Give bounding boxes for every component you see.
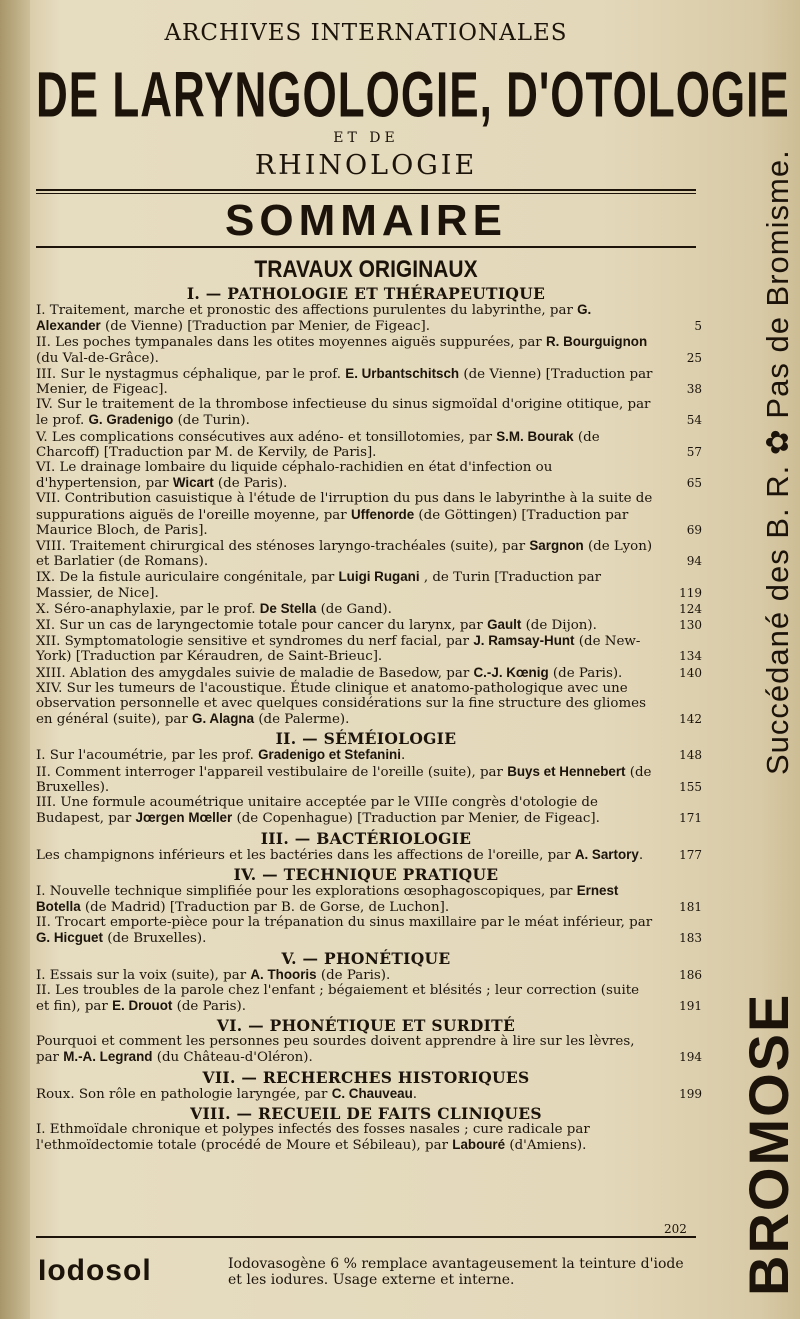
entry-affiliation: (de Vienne) [Traduction par Menier, de Figeac]. (36, 366, 653, 398)
entry-page-number: 25 (686, 350, 702, 365)
sommaire-rule (36, 246, 696, 248)
entry-title: V. Les complications consécutives aux adéno- et tonsillotomies, par (36, 429, 497, 445)
toc-entry (36, 966, 702, 983)
entry-page-number: 194 (679, 1050, 702, 1065)
entry-title: II. Les poches tympanales dans les otites moyennes aiguës suppurées, par (36, 335, 546, 351)
entry-page-number: 191 (679, 998, 702, 1013)
entry-title: IV. Sur le traitement de la thrombose infectieuse du sinus sigmoïdal d'origine otitique, par le prof. (36, 397, 651, 429)
toc-entry (36, 569, 702, 601)
entry-affiliation: (de New-York) [Traduction par Kéraudren, de Saint-Brieuc]. (36, 634, 641, 665)
entry-title: XI. Sur un cas de laryngectomie totale pour cancer du larynx, par (36, 618, 488, 634)
entry-author: Uffenorde (350, 506, 415, 522)
entry-author: Gradenigo et Stefanini (258, 747, 401, 763)
entry-title: III. Une formule acoumétrique unitaire acceptée par le VIIIe congrès d'otologie de Budapest, par (36, 795, 598, 827)
entry-page-number: 130 (679, 618, 702, 633)
entry-title: Pourquoi et comment les personnes peu sourdes doivent apprendre à lire sur les lèvres, par (36, 1034, 635, 1066)
entry-author: Jœrgen Mœller (135, 810, 233, 826)
entry-author: S.M. Bourak (496, 428, 574, 444)
toc-entry (36, 680, 702, 728)
toc-entry (36, 982, 702, 1014)
toc-entry (36, 1122, 696, 1153)
entry-title: XII. Symptomatologie sensitive et syndromes du nerf facial, par (36, 634, 474, 650)
header-et-de: ET DE (333, 130, 399, 146)
entry-affiliation: (de Dijon). (521, 618, 597, 634)
entry-title: I. Nouvelle technique simplifiée pour les explorations œsophagoscopiques, par (36, 883, 577, 899)
entry-title: VIII. Traitement chirurgical des sténoses laryngo-trachéales (suite), par (36, 539, 530, 555)
section-title: VI. — PHONÉTIQUE ET SURDITÉ (216, 1016, 516, 1036)
entry-title: Roux. Son rôle en pathologie laryngée, par (36, 1086, 332, 1102)
entry-author: Buys et Hennebert (507, 763, 626, 779)
entry-page-number: 148 (679, 748, 702, 763)
entry-title: II. Comment interroger l'appareil vestibulaire de l'oreille (suite), par (36, 764, 508, 780)
toc-entry (36, 633, 702, 665)
entry-page-number: 181 (679, 899, 702, 914)
entry-affiliation: (de Palerme). (254, 712, 350, 728)
entry-title: II. Les troubles de la parole chez l'enfant ; bégaiement et blésités ; leur correction (suite et fin), par (36, 982, 640, 1014)
entry-title: III. Sur le nystagmus céphalique, par le prof. (36, 366, 346, 382)
entry-page-number: 134 (679, 649, 702, 664)
table-of-contents (36, 284, 702, 1153)
entry-affiliation: , de Turin [Traduction par Massier, de Nice]. (36, 570, 602, 601)
header-title: DE LARYNGOLOGIE, D'OTOLOGIE (36, 60, 790, 132)
header-line-archives: ARCHIVES INTERNATIONALES (164, 20, 568, 46)
entry-author: R. Bourguignon (545, 334, 648, 350)
section-title: IV. — TECHNIQUE PRATIQUE (233, 864, 499, 884)
section-title: V. — PHONÉTIQUE (281, 948, 451, 968)
entry-affiliation: (de Turin). (173, 413, 250, 429)
entry-author: G. Alexander (36, 302, 592, 334)
toc-entry (36, 302, 702, 335)
entry-author: Luigi Rugani (338, 569, 420, 585)
header-rhinologie: RHINOLOGIE (254, 150, 478, 181)
entry-title: VI. Le drainage lombaire du liquide céphalo-rachidien en état d'infection ou d'hypertension, par (36, 460, 553, 492)
entry-author: C.-J. Kœnig (473, 664, 549, 680)
entry-page-number: 140 (679, 665, 702, 680)
page-binding-edge (0, 0, 30, 1319)
entry-author: Wicart (172, 475, 214, 491)
entry-title: IX. De la fistule auriculaire congénitale, par (36, 570, 339, 586)
ad-text: Iodovasogène 6 % remplace avantageusement la teinture d'iode et les iodures. Usage externe et interne. (228, 1256, 684, 1288)
toc-entry (36, 491, 702, 538)
entry-page-number: 69 (686, 522, 702, 537)
entry-page-number: 54 (686, 413, 702, 428)
header-rule (36, 189, 696, 191)
section-title: VII. — RECHERCHES HISTORIQUES (202, 1067, 530, 1087)
entry-affiliation: (de Paris). (172, 998, 247, 1014)
header-rule-thin (36, 193, 696, 194)
entry-affiliation: (de Vienne) [Traduction par Menier, de Figeac]. (100, 319, 431, 335)
entry-author: E. Drouot (112, 997, 173, 1013)
entry-affiliation: (de Gand). (316, 601, 392, 617)
entry-author: A. Sartory (574, 846, 639, 862)
entry-affiliation: (de Göttingen) [Traduction par Maurice Bloch, de Paris]. (36, 507, 629, 538)
entry-author: Gault (487, 617, 522, 633)
entry-page-number: 186 (679, 967, 702, 982)
toc-entry (36, 428, 702, 460)
entry-page-number: 199 (679, 1086, 702, 1101)
toc-entry (36, 664, 702, 681)
toc-entry (36, 397, 702, 429)
entry-page-number: 119 (679, 585, 702, 600)
travaux-title: TRAVAUX ORIGINAUX (254, 256, 478, 283)
entry-author: M.-A. Legrand (63, 1049, 153, 1065)
entry-affiliation: (de Bruxelles). (36, 764, 652, 795)
entry-page-number: 94 (686, 554, 702, 569)
toc-entry (36, 795, 702, 827)
entry-title: II. Trocart emporte-pièce pour la trépanation du sinus maxillaire par le méat inférieur, par (36, 915, 653, 931)
entry-author: A. Thooris (250, 966, 317, 982)
entry-affiliation: (de Charcoff) [Traduction par M. de Kervily, de Paris]. (36, 429, 600, 460)
entry-page-number: 57 (686, 444, 702, 459)
last-page-number: 202 (664, 1222, 687, 1236)
entry-author: Ernest Botella (36, 882, 619, 914)
ad-brand-iodosol: Iodosol (38, 1254, 152, 1287)
entry-page-number: 183 (679, 931, 702, 946)
toc-entry (36, 538, 702, 570)
entry-page-number: 155 (679, 779, 702, 794)
entry-affiliation: . (638, 847, 644, 863)
entry-title: XIII. Ablation des amygdales suivie de maladie de Basedow, par (36, 665, 474, 681)
entry-author: Sargnon (529, 538, 584, 554)
entry-author: Labouré (452, 1136, 506, 1152)
entry-title: Les champignons inférieurs et les bactéries dans les affections de l'oreille, par (36, 847, 575, 863)
entry-affiliation: . (400, 748, 406, 764)
toc-entry (36, 600, 702, 617)
toc-entry (36, 617, 702, 634)
entry-title: I. Ethmoïdale chronique et polypes infectés des fosses nasales ; cure radicale par l'ethmoïdectomie totale (procédé de Moure et Sébileau), par (36, 1121, 590, 1153)
section-title: III. — BACTÉRIOLOGIE (260, 828, 472, 848)
entry-author: C. Chauveau (331, 1085, 413, 1101)
toc-entry (36, 846, 702, 863)
entry-affiliation: . (412, 1086, 418, 1102)
toc-entry (36, 334, 702, 366)
footer-rule (36, 1236, 696, 1238)
toc-entry (36, 915, 702, 947)
entry-affiliation: (d'Amiens). (505, 1137, 587, 1153)
entry-affiliation: (de Paris). (213, 476, 288, 492)
entry-page-number: 5 (694, 319, 702, 334)
entry-title: I. Essais sur la voix (suite), par (36, 967, 251, 983)
entry-page-number: 124 (679, 601, 702, 616)
entry-author: G. Gradenigo (88, 412, 174, 428)
toc-entry (36, 1085, 702, 1102)
section-title: II. — SÉMÉIOLOGIE (275, 729, 457, 749)
entry-title: X. Séro-anaphylaxie, par le prof. (36, 601, 260, 617)
toc-entry (36, 747, 702, 764)
section-title: I. — PATHOLOGIE ET THÉRAPEUTIQUE (186, 284, 546, 303)
entry-title: XIV. Sur les tumeurs de l'acoustique. Étude clinique et anatomo-pathologique avec une observation personnelle et avec quelques considérations sur la fine structure des gliomes en général (suite), par (36, 680, 646, 728)
entry-affiliation: (du Val-de-Grâce). (36, 350, 159, 366)
entry-page-number: 65 (686, 476, 702, 491)
entry-page-number: 142 (679, 712, 702, 727)
entry-title: VII. Contribution casuistique à l'étude de l'irruption du pus dans le labyrinthe à la suite de suppurations aiguës de l'oreille moyenne, par (36, 491, 653, 523)
entry-affiliation: (de Madrid) [Traduction par B. de Gorse, de Luchon]. (80, 899, 450, 915)
entry-author: E. Urbantschitsch (345, 365, 460, 381)
sommaire-title: SOMMAIRE (225, 196, 507, 245)
entry-affiliation: (de Lyon) et Barlatier (de Romans). (36, 539, 653, 570)
entry-page-number: 171 (679, 811, 702, 826)
entry-author: J. Ramsay-Hunt (473, 633, 575, 649)
toc-entry (36, 460, 702, 492)
toc-entry (36, 882, 702, 915)
entry-affiliation: (du Château-d'Oléron). (152, 1050, 313, 1066)
entry-author: G. Alagna (192, 711, 255, 727)
toc-entry (36, 1034, 702, 1066)
sidebar-bromose-text: BROMOSE (737, 992, 800, 1296)
entry-title: I. Traitement, marche et pronostic des affections purulentes du labyrinthe, par (36, 303, 578, 318)
sidebar-succedane-text: Succédané des B. R. ✿ Pas de Bromisme. (760, 149, 795, 775)
entry-page-number: 177 (679, 847, 702, 862)
entry-affiliation: (de Copenhague) [Traduction par Menier, de Figeac]. (232, 811, 600, 827)
toc-entry (36, 365, 702, 398)
entry-title: I. Sur l'acoumétrie, par les prof. (36, 748, 259, 764)
entry-affiliation: (de Paris). (548, 665, 623, 681)
entry-author: G. Hicguet (36, 930, 103, 946)
toc-entry (36, 763, 702, 795)
entry-page-number: 38 (686, 382, 702, 397)
entry-affiliation: (de Paris). (316, 967, 391, 983)
section-title: VIII. — RECUEIL DE FAITS CLINIQUES (190, 1103, 542, 1123)
entry-author: De Stella (259, 600, 317, 616)
entry-affiliation: (de Bruxelles). (102, 931, 207, 947)
